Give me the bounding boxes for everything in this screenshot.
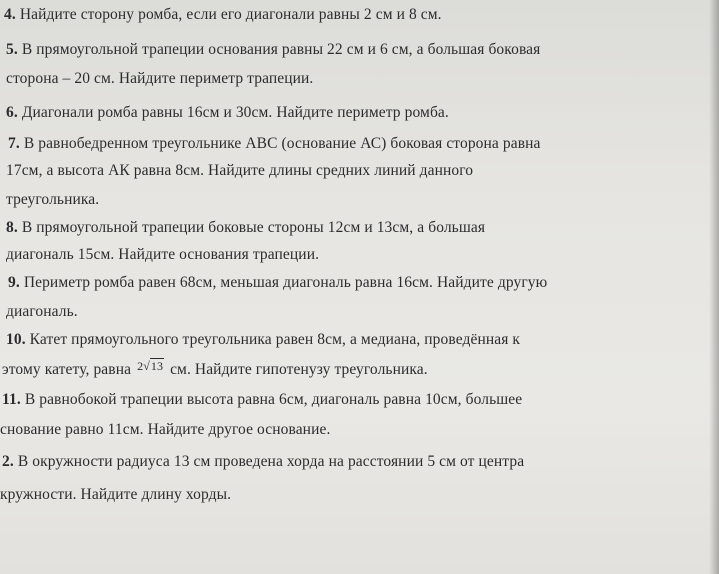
- problem-7-line-2: [6, 161, 473, 181]
- problem-4-line-1: [4, 5, 442, 25]
- problem-11-line-2: [0, 420, 330, 440]
- problem-4-number: 4.: [4, 6, 16, 23]
- problem-8-text-1: В прямоугольной трапеции боковые стороны 12см и 13см, а большая: [21, 219, 486, 236]
- problem-11-number: 11.: [2, 391, 21, 408]
- paper-edge-shadow: [709, 0, 719, 574]
- problem-8-line-2: [6, 245, 319, 265]
- problem-9-number: 9.: [8, 274, 20, 291]
- problem-12-line-1: [2, 452, 524, 472]
- problem-10-text-2a: этому катету, равна: [2, 361, 132, 378]
- sqrt-expression: [137, 356, 164, 376]
- sqrt-coefficient: 2: [137, 359, 144, 373]
- problem-5-number: 5.: [6, 41, 18, 58]
- problem-12-text-2: кружности. Найдите длину хорды.: [0, 486, 232, 503]
- problem-10-line-2: [2, 360, 428, 380]
- problem-9-line-1: [8, 273, 547, 293]
- problem-6-line-1: [6, 103, 449, 123]
- problem-9-text-1: Периметр ромба равен 68см, меньшая диагональ равна 16см. Найдите другую: [23, 274, 548, 291]
- problem-12-text-1: В окружности радиуса 13 см проведена хорда на расстоянии 5 см от центра: [17, 453, 525, 470]
- problem-8-line-1: [6, 218, 485, 238]
- problem-6-number: 6.: [6, 104, 18, 121]
- problem-9-line-2: [6, 302, 78, 322]
- problem-7-line-1: [8, 134, 541, 154]
- problem-12-number: 2.: [2, 453, 14, 470]
- problem-7-number: 7.: [8, 135, 20, 152]
- problem-4-text: Найдите сторону ромба, если его диагонали равны 2 см и 8 см.: [19, 6, 442, 23]
- problem-7-text-3: треугольника.: [6, 191, 100, 208]
- problem-5-text-1: В прямоугольной трапеции основания равны 22 см и 6 см, а большая боковая: [21, 41, 541, 58]
- problem-6-text: Диагонали ромба равны 16см и 30см. Найдите периметр ромба.: [21, 104, 449, 121]
- problem-11-text-2: снование равно 11см. Найдите другое основание.: [0, 421, 331, 438]
- problem-10-text-2b: см. Найдите гипотенузу треугольника.: [170, 361, 428, 378]
- problem-11-line-1: [2, 390, 522, 410]
- problem-11-text-1: В равнобокой трапеции высота равна 6см, диагональ равна 10см, большее: [24, 391, 523, 408]
- problem-10-number: 10.: [6, 331, 26, 348]
- sqrt-radicand: 13: [150, 359, 164, 373]
- problem-7-text-1: В равнобедренном треугольнике АВС (основание АС) боковая сторона равна: [23, 135, 541, 152]
- problem-12-line-2: [0, 485, 231, 505]
- problem-5-line-2: [6, 69, 313, 89]
- problem-5-line-1: [6, 40, 540, 60]
- problem-10-text-1: Катет прямоугольного треугольника равен 8см, а медиана, проведённая к: [29, 331, 521, 348]
- problem-7-text-2: 17см, а высота АК равна 8см. Найдите длины средних линий данного: [6, 162, 474, 179]
- problem-9-text-2: диагональ.: [6, 303, 78, 320]
- problem-7-line-3: [6, 190, 99, 210]
- problem-8-text-2: диагональ 15см. Найдите основания трапеции.: [6, 246, 320, 263]
- sqrt-sign: √: [143, 359, 150, 373]
- problem-5-text-2: сторона – 20 см. Найдите периметр трапеции.: [6, 70, 314, 87]
- problem-8-number: 8.: [6, 219, 18, 236]
- problem-10-line-1: [6, 330, 520, 350]
